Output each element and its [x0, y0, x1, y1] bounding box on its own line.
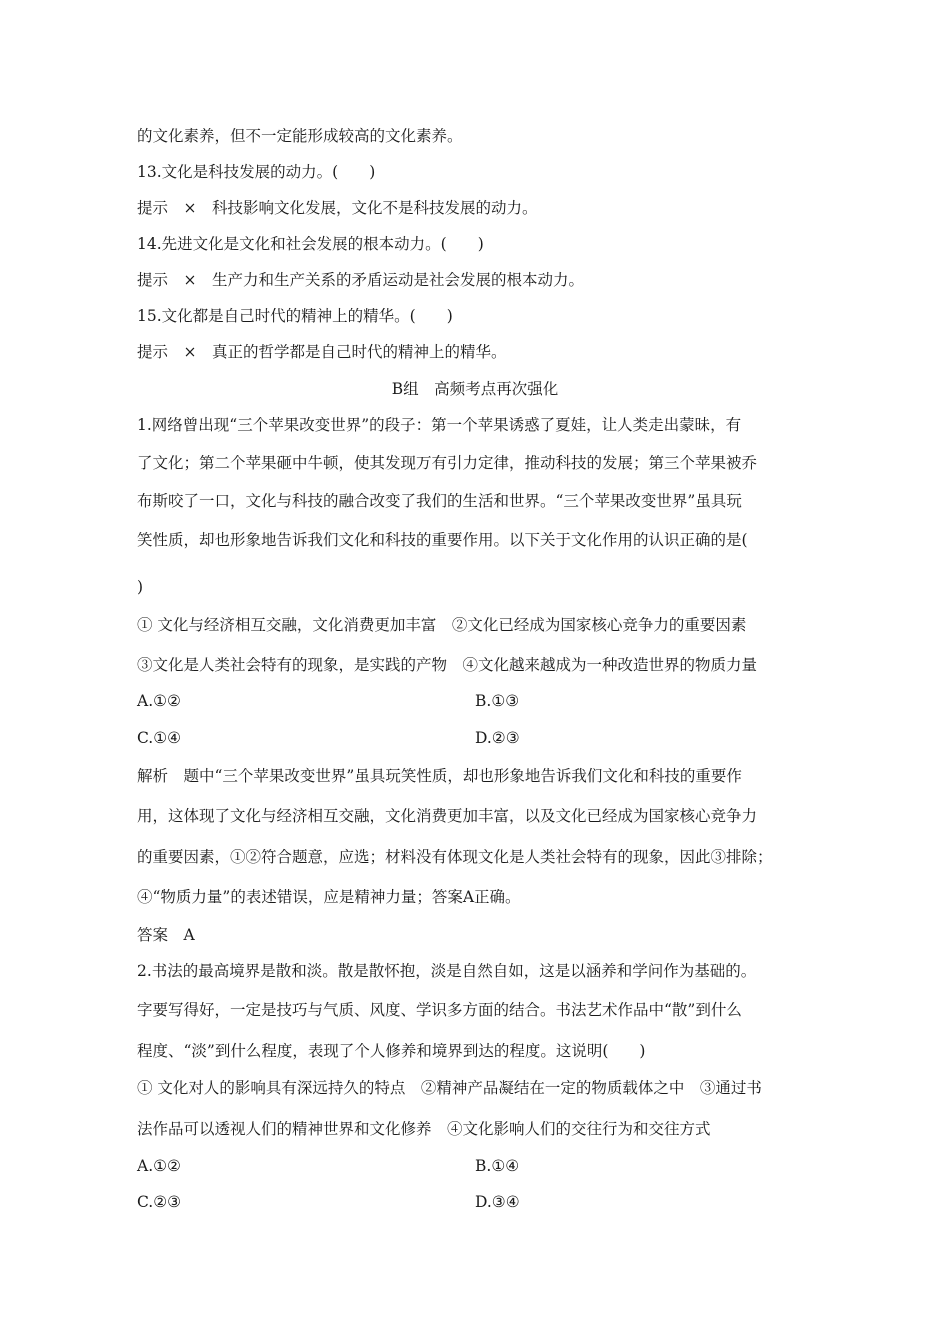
q1-option-c: C.①④ [137, 729, 182, 747]
q2-statements-line: 法作品可以透视人们的精神世界和文化修养 ④文化影响人们的交往行为和交往方式 [137, 1120, 711, 1138]
q2-stem-line: 2.书法的最高境界是散和淡。散是散怀抱，淡是自然自如，这是以涵养和学问作为基础的。 [137, 962, 757, 980]
question-15: 15.文化都是自己时代的精神上的精华。( ) [137, 307, 453, 325]
hint-15: 提示 × 真正的哲学都是自己时代的精神上的精华。 [137, 343, 507, 361]
question-13: 13.文化是科技发展的动力。( ) [137, 163, 376, 181]
q1-option-b: B.①③ [475, 692, 520, 710]
carryover-text: 的文化素养，但不一定能形成较高的文化素养。 [137, 127, 463, 145]
q1-option-d: D.②③ [475, 729, 520, 747]
q1-analysis-line: 解析 题中“三个苹果改变世界”虽具玩笑性质，却也形象地告诉我们文化和科技的重要作 [137, 767, 742, 785]
q2-option-b: B.①④ [475, 1157, 520, 1175]
hint-13: 提示 × 科技影响文化发展，文化不是科技发展的动力。 [137, 199, 538, 217]
q2-stem-line: 程度、“淡”到什么程度，表现了个人修养和境界到达的程度。这说明( ) [137, 1042, 646, 1060]
q2-statements-line: ① 文化对人的影响具有深远持久的特点 ②精神产品凝结在一定的物质载体之中 ③通过书 [137, 1079, 762, 1097]
section-b-title: B组 高频考点再次强化 [391, 380, 559, 398]
q2-stem-line: 字要写得好，一定是技巧与气质、风度、学识多方面的结合。书法艺术作品中“散”到什么 [137, 1001, 742, 1019]
q2-option-a: A.①② [137, 1157, 181, 1175]
q1-stem-line: ) [137, 578, 144, 596]
q1-analysis-line: ④“物质力量”的表述错误，应是精神力量；答案A正确。 [137, 888, 521, 906]
q1-statements-line: ③文化是人类社会特有的现象，是实践的产物 ④文化越来越成为一种改造世界的物质力量 [137, 656, 758, 674]
question-14: 14.先进文化是文化和社会发展的根本动力。( ) [137, 235, 484, 253]
q1-stem-line: 笑性质，却也形象地告诉我们文化和科技的重要作用。以下关于文化作用的认识正确的是( [137, 531, 748, 549]
q1-stem-line: 了文化；第二个苹果砸中牛顿，使其发现万有引力定律，推动科技的发展；第三个苹果被乔 [137, 454, 758, 472]
q1-analysis-line: 的重要因素，①②符合题意，应选；材料没有体现文化是人类社会特有的现象，因此③排除； [137, 848, 773, 866]
q1-stem-line: 1.网络曾出现“三个苹果改变世界”的段子：第一个苹果诱惑了夏娃，让人类走出蒙昧，有 [137, 416, 742, 434]
q1-option-a: A.①② [137, 692, 181, 710]
q1-answer: 答案 A [137, 926, 195, 944]
q1-analysis-line: 用，这体现了文化与经济相互交融，文化消费更加丰富，以及文化已经成为国家核心竞争力 [137, 807, 758, 825]
hint-14: 提示 × 生产力和生产关系的矛盾运动是社会发展的根本动力。 [137, 271, 584, 289]
q2-option-d: D.③④ [475, 1193, 520, 1211]
q1-statements-line: ① 文化与经济相互交融，文化消费更加丰富 ②文化已经成为国家核心竞争力的重要因素 [137, 616, 747, 634]
q1-stem-line: 布斯咬了一口，文化与科技的融合改变了我们的生活和世界。“三个苹果改变世界”虽具玩 [137, 492, 742, 510]
q2-option-c: C.②③ [137, 1193, 182, 1211]
